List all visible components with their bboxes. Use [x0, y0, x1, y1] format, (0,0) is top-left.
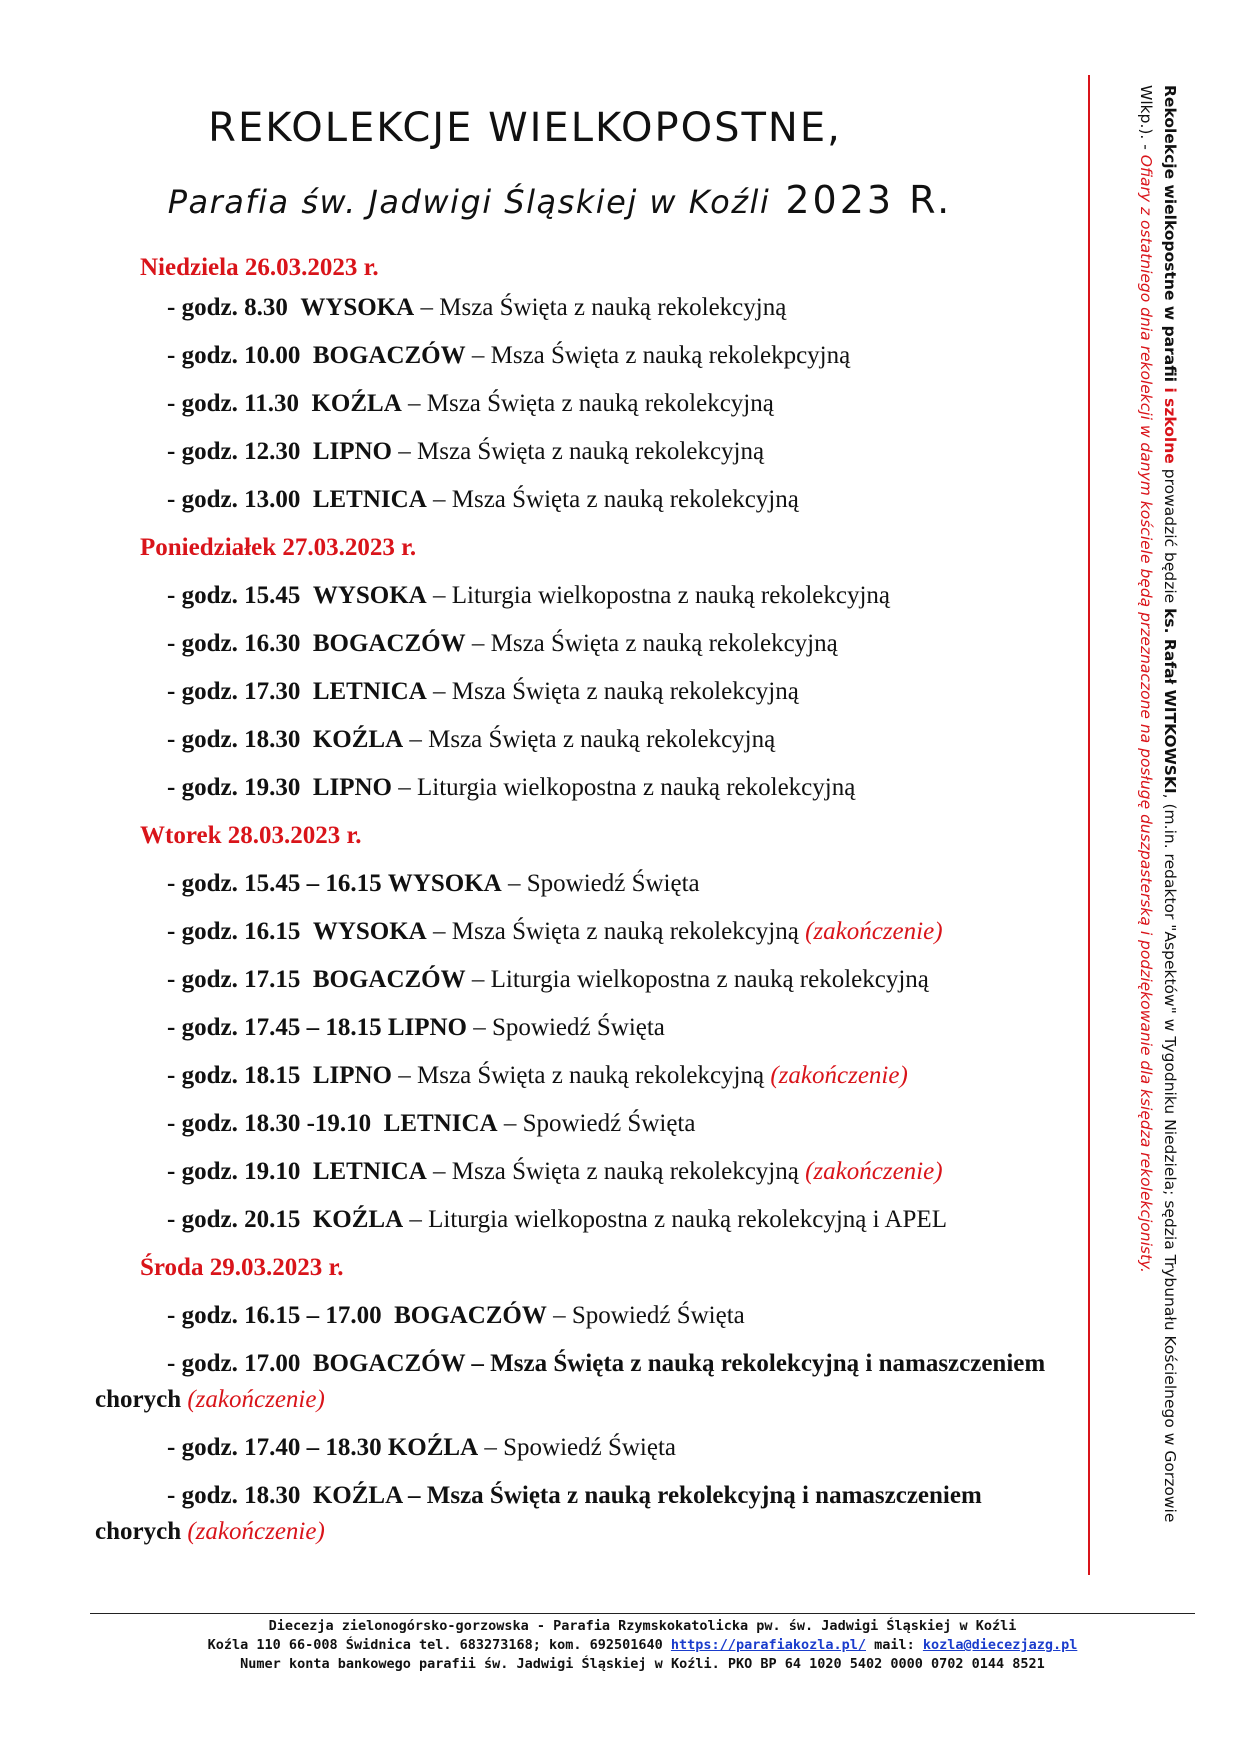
item-place: BOGACZÓW — [394, 1302, 547, 1329]
item-desc: – Msza Święta z nauką rekolekcyjną — [414, 294, 787, 321]
item-time: - godz. 16.15 — [167, 918, 301, 945]
item-time: - godz. 15.45 — [167, 582, 301, 609]
item-place: LETNICA — [312, 678, 427, 705]
schedule-item — [167, 476, 1055, 524]
schedule-item — [167, 1004, 1055, 1052]
item-place: LIPNO — [312, 1062, 393, 1089]
sidebar-highlight: i szkolne — [1161, 387, 1179, 464]
item-desc: – Msza Święta z nauką rekolekcyjną — [392, 438, 765, 465]
item-time: - godz. 17.45 – 18.15 — [167, 1014, 382, 1041]
sidebar-priest-name: ks. Rafał WITKOWSKI — [1161, 608, 1179, 794]
item-place: KOŹLA — [312, 1482, 402, 1509]
schedule-list — [95, 252, 1055, 1556]
item-time: - godz. 17.30 — [167, 678, 301, 705]
item-desc: – Spowiedź Święta — [501, 870, 700, 897]
schedule-item — [167, 764, 1055, 812]
schedule-item — [167, 1148, 1055, 1196]
sidebar-text: , (m.in. redaktor "Aspektów" w Tygodniku Niedziela; sędzia Trybunału Kościelnego w Gorzowie Wlkp.). - — [1137, 85, 1179, 1523]
item-place: BOGACZÓW — [312, 1350, 466, 1377]
subtitle-parish: Parafia św. Jadwigi Śląskiej w Koźli — [167, 183, 771, 221]
item-place: LETNICA — [312, 1158, 427, 1185]
item-place: LIPNO — [312, 438, 393, 465]
item-desc: – Msza Święta z nauką rekolekcyjną i namaszczeniem chorych — [95, 1350, 1046, 1413]
item-place: WYSOKA — [312, 582, 427, 609]
item-note: (zakończenie) — [805, 1158, 943, 1185]
schedule-item — [167, 1196, 1055, 1244]
item-desc: – Liturgia wielkopostna z nauką rekolekcyjną — [426, 582, 891, 609]
item-desc: – Spowiedź Święta — [478, 1434, 677, 1461]
day-heading: Wtorek 28.03.2023 r. — [140, 822, 362, 849]
schedule-item — [167, 860, 1055, 908]
schedule-item — [167, 1292, 1055, 1340]
item-place: WYSOKA — [300, 294, 415, 321]
schedule-item — [167, 428, 1055, 476]
item-place: WYSOKA — [387, 870, 502, 897]
item-place: LETNICA — [312, 486, 427, 513]
schedule-item — [167, 1052, 1055, 1100]
schedule-item — [95, 1340, 1055, 1424]
item-time: - godz. 18.15 — [167, 1062, 301, 1089]
schedule-item — [167, 572, 1055, 620]
sidebar-note — [1083, 75, 1188, 1575]
footer-contact — [90, 1636, 1195, 1655]
sidebar-text: prowadzić będzie — [1161, 463, 1179, 609]
item-time: - godz. 10.00 — [167, 342, 301, 369]
item-place: KOŹLA — [311, 390, 402, 417]
footer-address: Koźla 110 66-008 Świdnica tel. 683273168; kom. 692501640 — [207, 1637, 671, 1653]
schedule-item — [167, 716, 1055, 764]
item-place: KOŹLA — [387, 1434, 479, 1461]
item-time: - godz. 18.30 — [167, 726, 301, 753]
schedule-item — [167, 1424, 1055, 1472]
item-time: - godz. 18.30 -19.10 — [167, 1110, 372, 1137]
item-time: - godz. 19.10 — [167, 1158, 301, 1185]
schedule-item — [167, 332, 1055, 380]
email-link[interactable]: kozla@diecezjazg.pl — [922, 1637, 1078, 1653]
subtitle-year: 2023 R. — [770, 178, 953, 222]
schedule-item — [167, 908, 1055, 956]
item-desc: – Spowiedź Święta — [497, 1110, 696, 1137]
item-time: - godz. 17.00 — [167, 1350, 301, 1377]
sidebar-offering-note: Ofiary z ostatniego dnia rekolekcji w danym kościele będą przeznaczone na posługę duszpasterską i podziękowanie dla księdza rekolekcjonisty. — [1137, 154, 1155, 1273]
footer — [90, 1617, 1195, 1674]
sidebar-lead: Rekolekcje wielkopostne w parafii — [1161, 85, 1179, 388]
item-note: (zakończenie) — [770, 1062, 908, 1089]
item-time: - godz. 16.15 – 17.00 — [167, 1302, 382, 1329]
item-place: BOGACZÓW — [312, 630, 466, 657]
item-desc: – Msza Święta z nauką rekolekcyjną — [401, 390, 774, 417]
day-heading: Niedziela 26.03.2023 r. — [140, 254, 379, 281]
item-desc: – Msza Święta z nauką rekolekcyjną — [392, 1062, 771, 1089]
footer-diocese: Diecezja zielonogórsko-gorzowska - Parafia Rzymskokatolicka pw. św. Jadwigi Śląskiej w Koźli — [268, 1618, 1017, 1634]
item-desc: – Msza Święta z nauką rekolekcyjną — [465, 630, 838, 657]
item-note: (zakończenie) — [805, 918, 943, 945]
item-time: - godz. 16.30 — [167, 630, 301, 657]
day-heading: Środa 29.03.2023 r. — [140, 1254, 344, 1281]
item-place: LETNICA — [383, 1110, 498, 1137]
item-place: BOGACZÓW — [312, 966, 466, 993]
item-place: LIPNO — [387, 1014, 468, 1041]
item-time: - godz. 19.30 — [167, 774, 301, 801]
schedule-item — [167, 956, 1055, 1004]
footer-bank-account: Numer konta bankowego parafii św. Jadwigi Śląskiej w Koźli. PKO BP 64 1020 5402 0000 0702 0144 8521 — [240, 1656, 1045, 1672]
item-time: - godz. 18.30 — [167, 1482, 301, 1509]
website-link[interactable]: https://parafiakozla.pl/ — [670, 1637, 866, 1653]
item-time: - godz. 13.00 — [167, 486, 301, 513]
item-desc: – Msza Święta z nauką rekolekcyjną — [426, 1158, 806, 1185]
item-desc: – Msza Święta z nauką rekolekcyjną — [403, 726, 776, 753]
schedule-item — [95, 1472, 1055, 1556]
item-desc: – Liturgia wielkopostna z nauką rekolekcyjną i APEL — [403, 1206, 947, 1233]
item-desc: – Msza Święta z nauką rekolekcyjną i namaszczeniem chorych — [95, 1482, 982, 1545]
item-time: - godz. 15.45 – 16.15 — [167, 870, 382, 897]
item-place: LIPNO — [312, 774, 393, 801]
schedule-item — [167, 284, 1055, 332]
schedule-item — [167, 668, 1055, 716]
item-place: WYSOKA — [312, 918, 427, 945]
day-heading: Poniedziałek 27.03.2023 r. — [140, 534, 417, 561]
item-time: - godz. 12.30 — [167, 438, 301, 465]
item-desc: – Liturgia wielkopostna z nauką rekolekcyjną — [392, 774, 856, 801]
item-note: (zakończenie) — [187, 1518, 325, 1545]
item-desc: – Spowiedź Święta — [467, 1014, 665, 1041]
item-place: KOŹLA — [312, 1206, 404, 1233]
page-title: REKOLEKCJE WIELKOPOSTNE, — [208, 105, 842, 151]
item-time: - godz. 8.30 — [167, 294, 288, 321]
item-desc: – Msza Święta z nauką rekolekcyjną — [426, 486, 799, 513]
schedule-item — [167, 380, 1055, 428]
item-time: - godz. 11.30 — [167, 390, 299, 417]
item-desc: – Msza Święta z nauką rekolekcyjną — [426, 678, 799, 705]
item-time: - godz. 17.40 – 18.30 — [167, 1434, 382, 1461]
item-desc: – Msza Święta z nauką rekolekcyjną — [426, 918, 806, 945]
item-time: - godz. 17.15 — [167, 966, 301, 993]
footer-divider — [90, 1613, 1195, 1614]
schedule-item — [167, 1100, 1055, 1148]
item-note: (zakończenie) — [187, 1386, 325, 1413]
item-place: KOŹLA — [312, 726, 404, 753]
item-desc: – Spowiedź Święta — [546, 1302, 745, 1329]
footer-mail-label: mail: — [866, 1637, 923, 1653]
item-place: BOGACZÓW — [312, 342, 466, 369]
item-desc: – Liturgia wielkopostna z nauką rekolekcyjną — [465, 966, 929, 993]
item-time: - godz. 20.15 — [167, 1206, 301, 1233]
item-desc: – Msza Święta z nauką rekolekpcyjną — [465, 342, 851, 369]
schedule-item — [167, 620, 1055, 668]
page-subtitle — [80, 178, 1040, 222]
